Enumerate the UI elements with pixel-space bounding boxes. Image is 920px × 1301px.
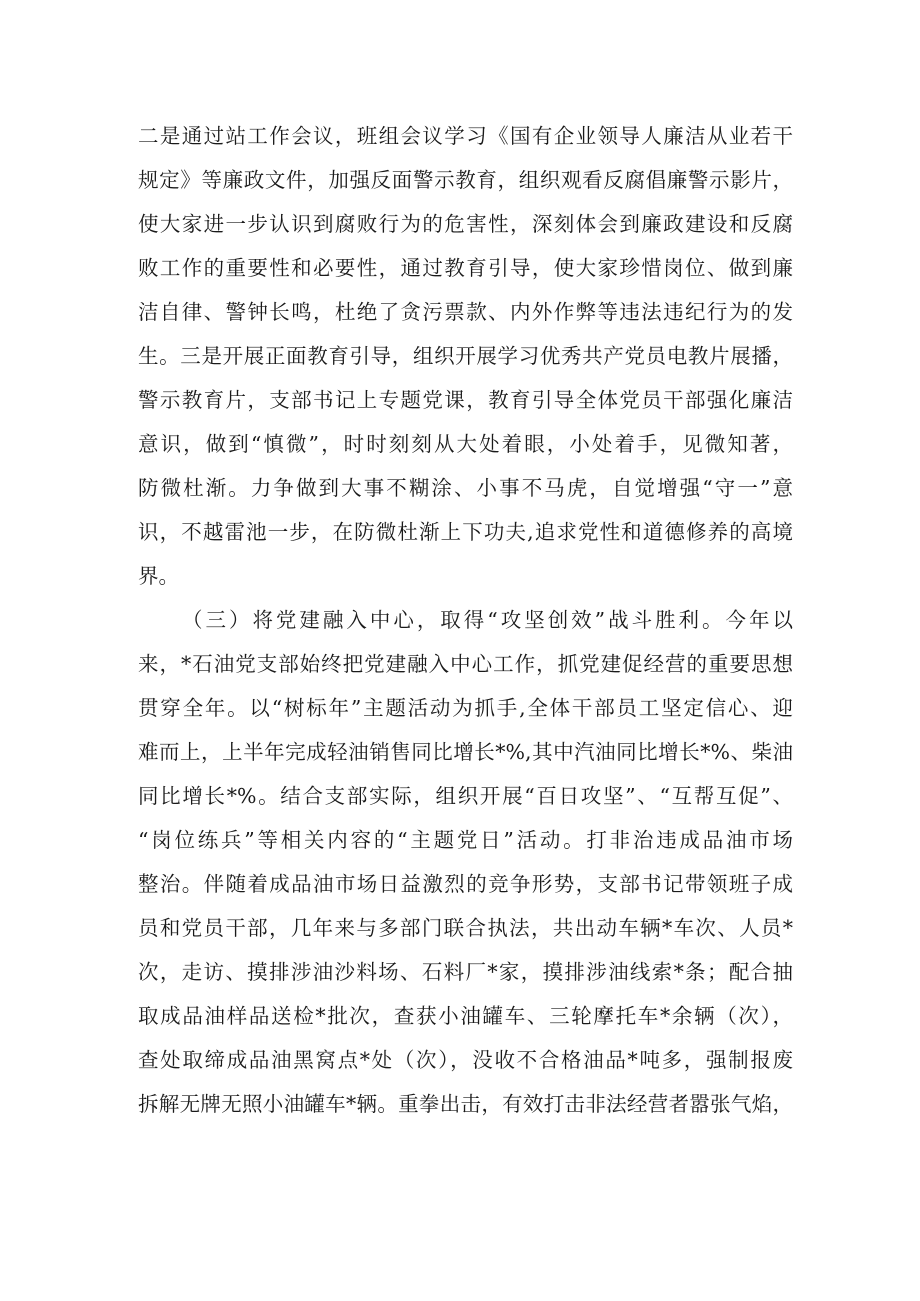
text-line: 取成品油样品送检*批次，查获小油罐车、三轮摩托车*余辆（次）， [138,1004,793,1028]
text-line: 警示教育片，支部书记上专题党课，教育引导全体党员干部强化廉洁 [138,388,793,412]
text-line: 败工作的重要性和必要性，通过教育引导，使大家珍惜岗位、做到廉 [138,256,793,280]
text-line: 防微杜渐。力争做到大事不糊涂、小事不马虎，自觉增强“守一”意 [138,476,793,500]
text-line: 生。三是开展正面教育引导，组织开展学习优秀共产党员电教片展播， [138,344,793,368]
text-line: 识，不越雷池一步，在防微杜渐上下功夫,追求党性和道德修养的高境 [138,520,793,544]
text-line: 界。 [138,564,179,588]
text-line: 查处取缔成品油黑窝点*处（次），没收不合格油品*吨多，强制报废 [138,1048,793,1072]
text-line: 规定》等廉政文件，加强反面警示教育，组织观看反腐倡廉警示影片， [138,168,793,192]
text-line: “岗位练兵”等相关内容的“主题党日”活动。打非治违成品油市场 [138,828,793,852]
text-line: 二是通过站工作会议，班组会议学习《国有企业领导人廉洁从业若干 [138,124,793,148]
text-line: 次，走访、摸排涉油沙料场、石料厂*家，摸排涉油线索*条；配合抽 [138,960,793,984]
text-line: 使大家进一步认识到腐败行为的危害性，深刻体会到廉政建设和反腐 [138,212,793,236]
text-line: 同比增长*%。结合支部实际，组织开展“百日攻坚”、“互帮互促”、 [138,784,793,808]
text-line: 员和党员干部，几年来与多部门联合执法，共出动车辆*车次、人员* [138,916,793,940]
section-heading-line: （三）将党建融入中心，取得“攻坚创效”战斗胜利。今年以 [182,608,793,632]
text-line: 意识，做到“慎微”，时时刻刻从大处着眼，小处着手，见微知著， [138,432,793,456]
text-line: 洁自律、警钟长鸣，杜绝了贪污票款、内外作弊等违法违纪行为的发 [138,300,793,324]
text-line: 整治。伴随着成品油市场日益激烈的竞争形势，支部书记带领班子成 [138,872,793,896]
text-line: 难而上，上半年完成轻油销售同比增长*%,其中汽油同比增长*%、柴油 [138,740,793,764]
text-line: 拆解无牌无照小油罐车*辆。重拳出击，有效打击非法经营者嚣张气焰， [138,1092,793,1116]
text-line: 来，*石油党支部始终把党建融入中心工作，抓党建促经营的重要思想 [138,652,793,676]
text-line: 贯穿全年。以“树标年”主题活动为抓手,全体干部员工坚定信心、迎 [138,696,793,720]
